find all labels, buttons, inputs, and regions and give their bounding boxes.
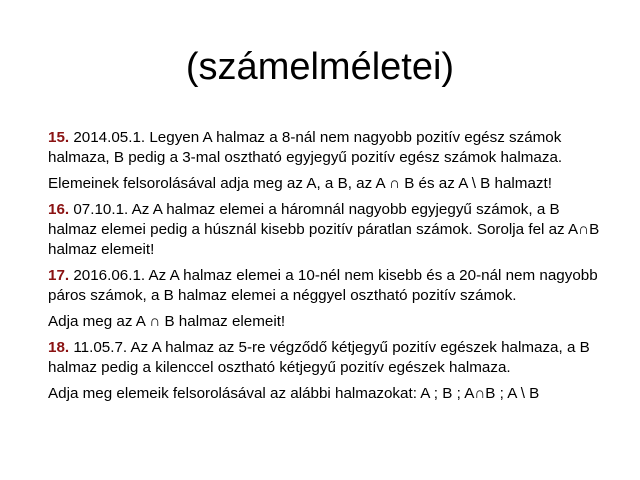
problem-text: 2014.05.1. Legyen A halmaz a 8-nál nem nagyobb pozitív egész számok halmaza, B pedig a 3-mal osztható egyjegyű pozitív egész számok halmaza.	[48, 129, 563, 166]
problem-text: 07.10.1. Az A halmaz elemei a háromnál nagyobb egyjegyű számok, a B halmaz elemei pedig a húsznál kisebb pozitív páratlan számok. Sorolja fel az A∩B halmaz elemeit!	[48, 201, 600, 258]
slide-title: (számelméletei)	[185, 46, 455, 88]
problem-16-statement	[48, 200, 608, 260]
problem-18-task: Adja meg elemeik felsorolásával az alábbi halmazokat: A ; B ; A∩B ; A \ B	[48, 385, 540, 402]
problem-number: 15.	[48, 129, 70, 146]
problem-number: 18.	[48, 339, 70, 356]
problem-17-task: Adja meg az A ∩ B halmaz elemeit!	[48, 313, 286, 330]
slide-body	[48, 128, 608, 410]
problem-number: 17.	[48, 267, 70, 284]
problem-15-task: Elemeinek felsorolásával adja meg az A, a B, az A ∩ B és az A \ B halmazt!	[48, 175, 552, 192]
problem-text: 2016.06.1. Az A halmaz elemei a 10-nél nem kisebb és a 20-nál nem nagyobb páros számok, a B halmaz elemei a néggyel osztható pozitív számok.	[48, 267, 598, 304]
problem-18-statement	[48, 338, 608, 378]
problem-text: 11.05.7. Az A halmaz az 5-re végződő kétjegyű pozitív egészek halmaza, a B halmaz pedig a kilenccel osztható kétjegyű pozitív egészek halmaza.	[48, 339, 590, 376]
problem-number: 16.	[48, 201, 70, 218]
problem-17-statement	[48, 266, 608, 306]
problem-15-statement	[48, 128, 608, 168]
